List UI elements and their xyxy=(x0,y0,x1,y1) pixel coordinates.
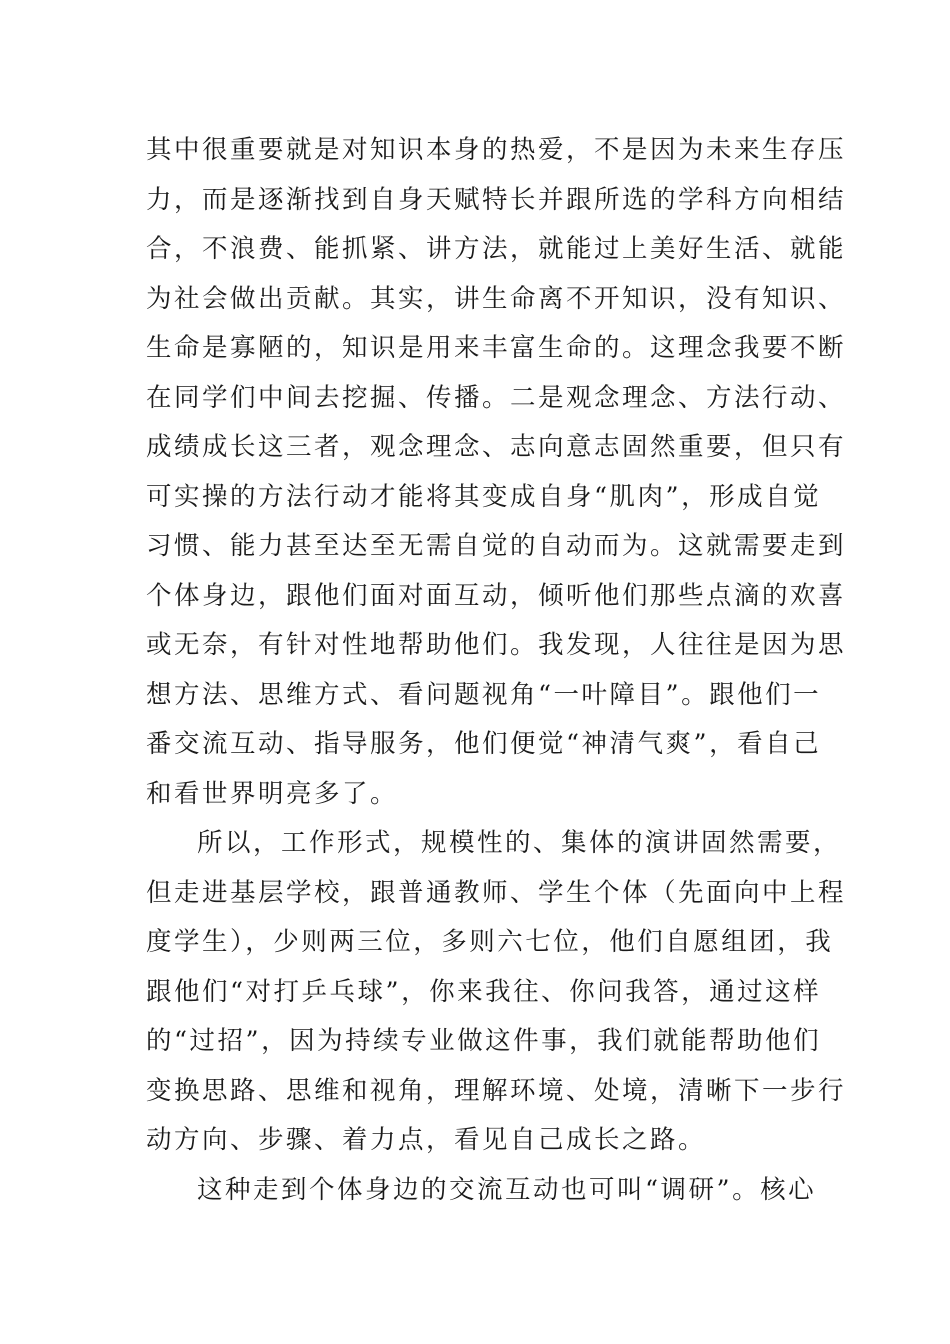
text-line: 为社会做出贡献。其实，讲生命离不开知识，没有知识、 xyxy=(146,283,847,314)
text-line: 变换思路、思维和视角，理解环境、处境，清晰下一步行 xyxy=(146,1075,847,1106)
text-line: 跟他们“对打乒乓球”，你来我往、你问我答，通过这样 xyxy=(146,976,822,1007)
text-line: 和看世界明亮多了。 xyxy=(146,778,399,809)
text-line: 在同学们中间去挖掘、传播。二是观念理念、方法行动、 xyxy=(146,382,847,413)
text-line: 想方法、思维方式、看问题视角“一叶障目”。跟他们一 xyxy=(146,679,822,710)
text-line: 习惯、能力甚至达至无需自觉的自动而为。这就需要走到 xyxy=(146,531,847,561)
text-line: 或无奈，有针对性地帮助他们。我发现，人往往是因为思 xyxy=(146,630,847,660)
paragraph-start-line: 这种走到个体身边的交流互动也可叫“调研”。核心 xyxy=(197,1174,817,1205)
text-line: 力，而是逐渐找到自身天赋特长并跟所选的学科方向相结 xyxy=(146,184,847,215)
text-line: 生命是寡陋的，知识是用来丰富生命的。这理念我要不断 xyxy=(146,333,847,363)
paragraph-start-line: 所以，工作形式，规模性的、集体的演讲固然需要， xyxy=(197,828,842,858)
body-text xyxy=(146,126,847,1215)
text-line: 动方向、步骤、着力点，看见自己成长之路。 xyxy=(146,1125,707,1155)
text-line: 其中很重要就是对知识本身的热爱，不是因为未来生存压 xyxy=(146,135,847,165)
text-line: 成绩成长这三者，观念理念、志向意志固然重要，但只有 xyxy=(146,432,847,462)
text-line: 番交流互动、指导服务，他们便觉“神清气爽”，看自己 xyxy=(146,729,822,759)
text-line: 但走进基层学校，跟普通教师、学生个体（先面向中上程 xyxy=(146,877,847,908)
text-line: 合，不浪费、能抓紧、讲方法，就能过上美好生活、就能 xyxy=(146,234,847,264)
text-line: 的“过招”，因为持续专业做这件事，我们就能帮助他们 xyxy=(146,1026,822,1056)
text-line: 可实操的方法行动才能将其变成自身“肌肉”，形成自觉 xyxy=(146,481,822,512)
text-line: 度学生），少则两三位，多则六七位，他们自愿组团，我 xyxy=(146,927,834,957)
text-line: 个体身边，跟他们面对面互动，倾听他们那些点滴的欢喜 xyxy=(146,580,847,611)
